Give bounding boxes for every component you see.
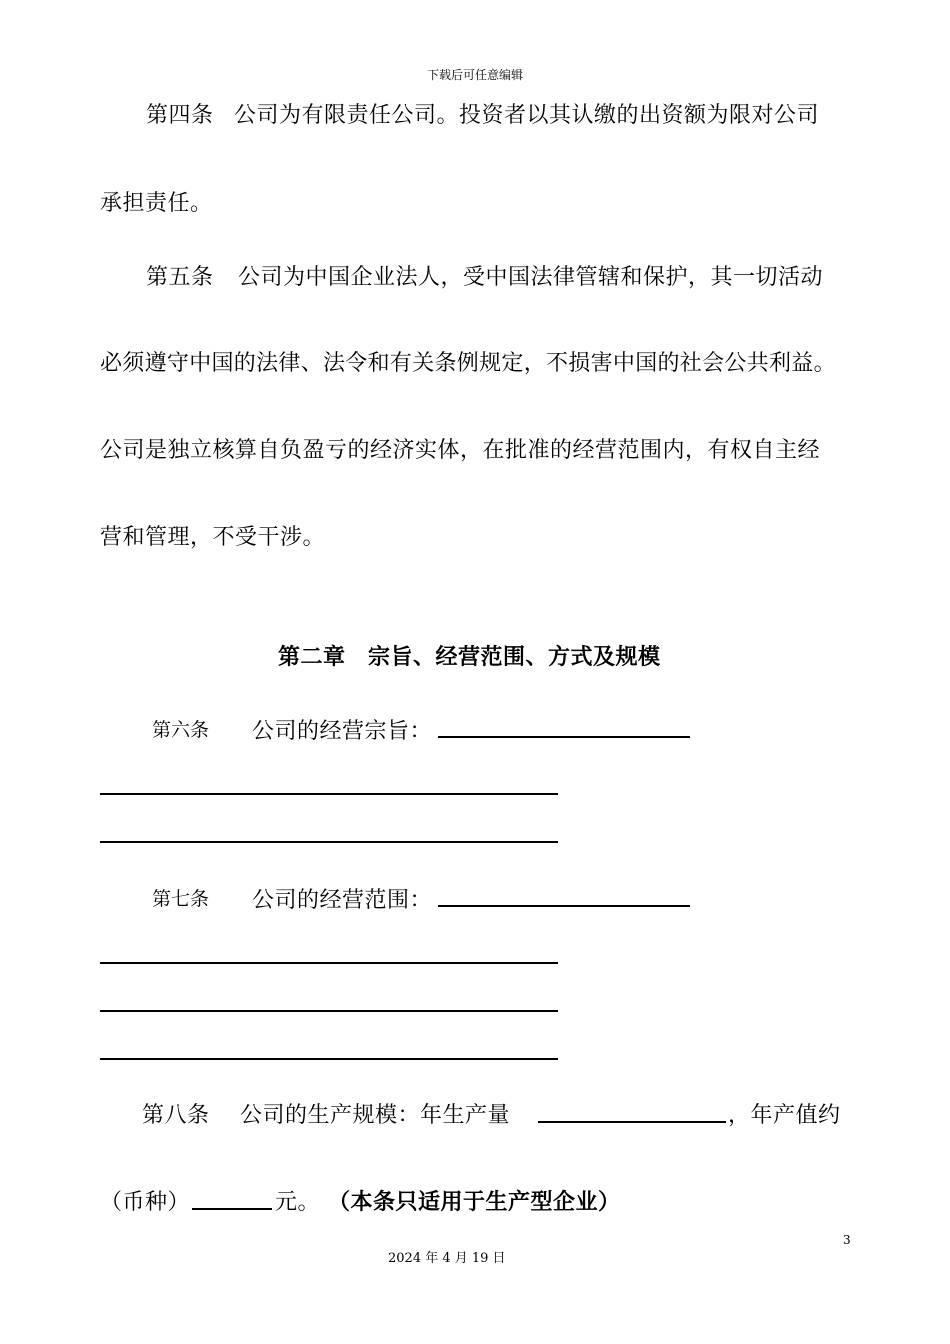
article-8-value-blank (192, 1208, 272, 1210)
page-number: 3 (843, 1233, 851, 1247)
article-7-label: 第七条 (152, 888, 210, 910)
footer-date: 2024 年 4 月 19 日 (388, 1251, 506, 1266)
article-4-label: 第四条 (146, 103, 214, 128)
article-6-text: 公司的经营宗旨： (252, 719, 433, 744)
article-8-unit: 元。 (275, 1190, 321, 1215)
article-4-line-2: 承担责任。 (100, 191, 213, 216)
article-5-line-4: 营和管理，不受干涉。 (100, 525, 326, 550)
article-7-blank-inline (438, 905, 690, 907)
article-8-text-b: ，年产值约 (728, 1103, 841, 1128)
page-header-note: 下载后可任意编辑 (426, 68, 523, 82)
chapter-2-title: 第二章 宗旨、经营范围、方式及规模 (278, 645, 661, 670)
article-5-line-1: 公司为中国企业法人，受中国法律管辖和保护，其一切活动 (238, 265, 824, 290)
article-5-line-2: 必须遵守中国的法律、法令和有关条例规定，不损害中国的社会公共利益。 (100, 351, 836, 376)
article-5-line-3: 公司是独立核算自负盈亏的经济实体，在批准的经营范围内，有权自主经 (100, 438, 821, 463)
article-7-text: 公司的经营范围： (252, 888, 433, 913)
article-8-text-a: 公司的生产规模：年生产量 (240, 1103, 511, 1128)
article-6-blank-line-1 (100, 793, 558, 795)
article-6-blank-line-2 (100, 841, 558, 843)
article-8-output-blank (538, 1121, 726, 1123)
article-7-blank-line-3 (100, 1058, 558, 1060)
article-5-label: 第五条 (146, 265, 214, 290)
article-4-line-1: 公司为有限责任公司。投资者以其认缴的出资额为限对公司 (234, 103, 820, 128)
article-8-currency-label: （币种） (100, 1190, 191, 1215)
article-6-label: 第六条 (152, 719, 210, 741)
article-7-blank-line-2 (100, 1010, 558, 1012)
article-7-blank-line-1 (100, 962, 558, 964)
article-8-label: 第八条 (142, 1103, 210, 1128)
article-6-blank-inline (438, 736, 690, 738)
article-8-note: （本条只适用于生产型企业） (328, 1190, 621, 1215)
